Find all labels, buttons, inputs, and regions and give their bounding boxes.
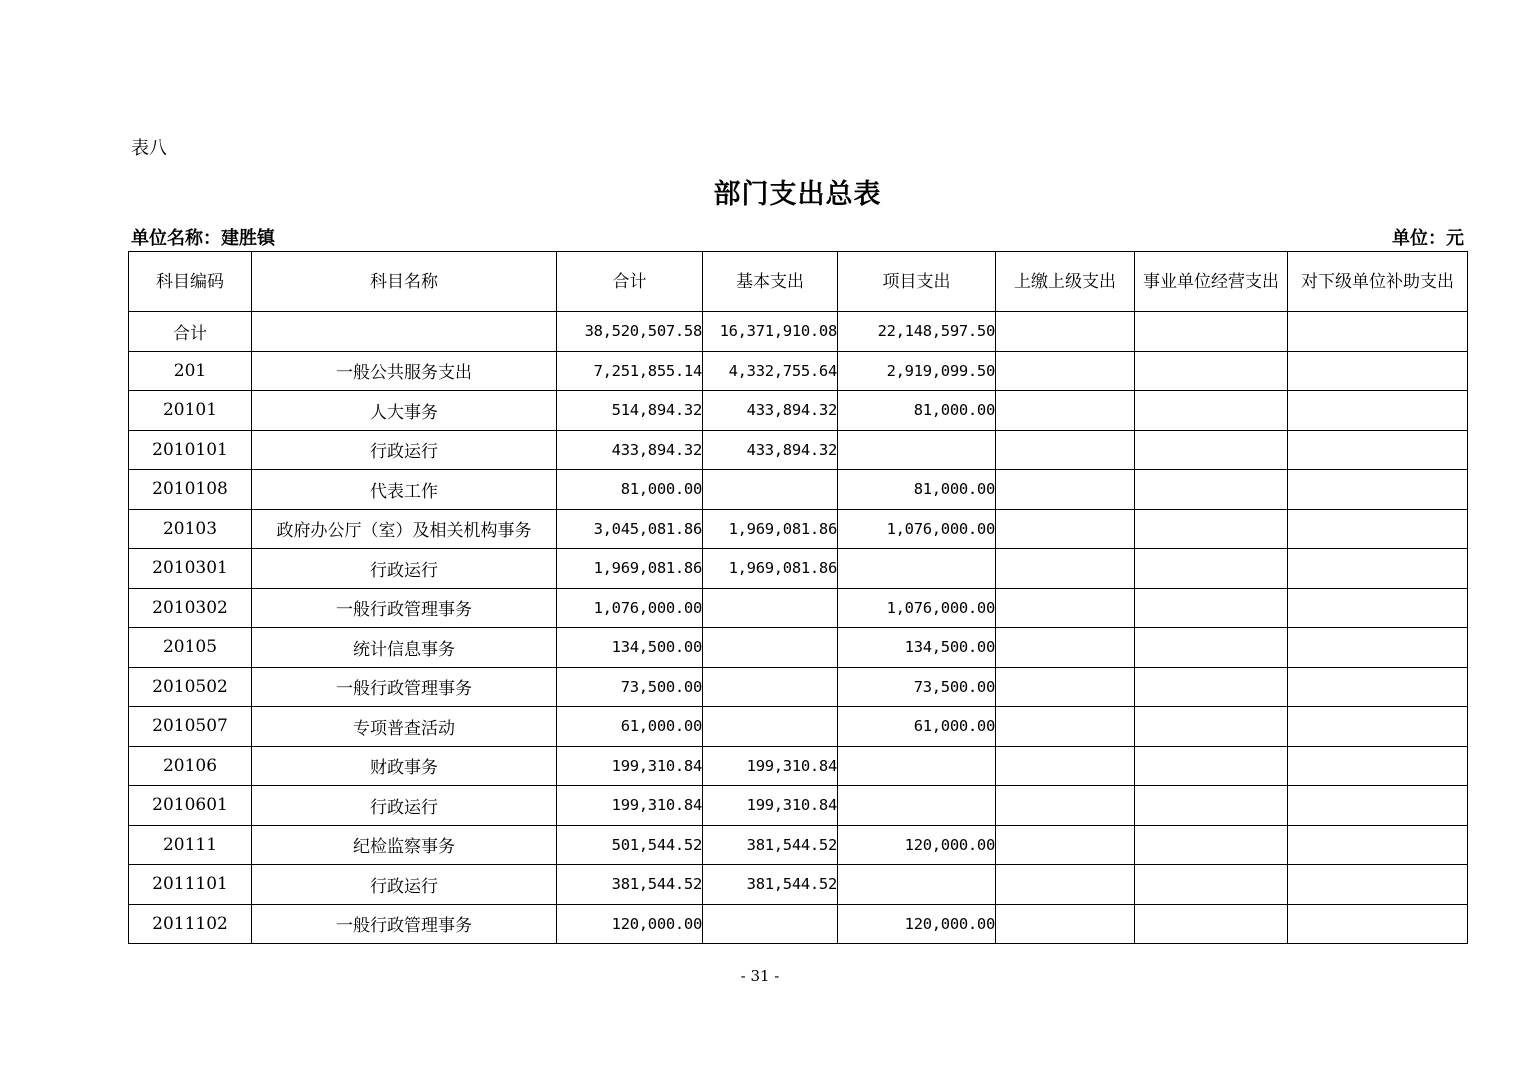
header-cell: 对下级单位补助支出 (1288, 252, 1468, 312)
page-title: 部门支出总表 (713, 179, 882, 210)
table-cell: 一般行政管理事务 (252, 588, 557, 628)
header-cell: 上缴上级支出 (996, 252, 1135, 312)
header-cell: 项目支出 (838, 252, 996, 312)
table-cell: 38,520,507.58 (557, 312, 703, 352)
table-row (129, 667, 1468, 707)
currency-unit: 单位：元 (1392, 228, 1464, 249)
table-cell: 1,076,000.00 (838, 509, 996, 549)
table-cell (996, 391, 1135, 431)
table-cell (1135, 351, 1288, 391)
table-cell (1135, 588, 1288, 628)
table-cell (996, 470, 1135, 510)
table-cell: 专项普查活动 (252, 707, 557, 747)
table-cell (996, 549, 1135, 589)
table-cell: 2010502 (129, 667, 252, 707)
header-cell: 基本支出 (703, 252, 838, 312)
table-row (129, 509, 1468, 549)
table-cell (1135, 628, 1288, 668)
table-row (129, 430, 1468, 470)
table-cell: 134,500.00 (838, 628, 996, 668)
page-number: - 31 - (740, 967, 780, 985)
header-cell: 事业单位经营支出 (1135, 252, 1288, 312)
table-cell (996, 707, 1135, 747)
table-cell (838, 865, 996, 905)
table-cell: 134,500.00 (557, 628, 703, 668)
table-cell: 433,894.32 (557, 430, 703, 470)
table-cell (1288, 825, 1468, 865)
table-cell (838, 786, 996, 826)
table-cell: 财政事务 (252, 746, 557, 786)
table-cell: 纪检监察事务 (252, 825, 557, 865)
table-row (129, 351, 1468, 391)
table-cell (996, 351, 1135, 391)
table-cell: 73,500.00 (557, 667, 703, 707)
table-cell (996, 786, 1135, 826)
table-row (129, 312, 1468, 352)
table-cell: 433,894.32 (703, 430, 838, 470)
table-cell: 381,544.52 (703, 825, 838, 865)
table-cell: 61,000.00 (838, 707, 996, 747)
table-cell (838, 549, 996, 589)
table-cell (996, 628, 1135, 668)
table-cell (1288, 707, 1468, 747)
table-cell (703, 667, 838, 707)
table-cell: 81,000.00 (838, 391, 996, 431)
table-cell: 22,148,597.50 (838, 312, 996, 352)
table-cell: 行政运行 (252, 430, 557, 470)
table-cell: 501,544.52 (557, 825, 703, 865)
table-cell: 201 (129, 351, 252, 391)
table-cell: 政府办公厅（室）及相关机构事务 (252, 509, 557, 549)
table-cell: 120,000.00 (838, 904, 996, 944)
table-cell: 2011101 (129, 865, 252, 905)
table-cell (703, 470, 838, 510)
table-cell: 20111 (129, 825, 252, 865)
table-row (129, 707, 1468, 747)
table-row (129, 391, 1468, 431)
table-row (129, 865, 1468, 905)
table-cell (996, 312, 1135, 352)
table-cell (1135, 549, 1288, 589)
table-row (129, 786, 1468, 826)
table-cell (1288, 904, 1468, 944)
table-cell: 代表工作 (252, 470, 557, 510)
table-cell (1135, 470, 1288, 510)
table-cell (1288, 667, 1468, 707)
table-cell (1288, 391, 1468, 431)
table-row (129, 746, 1468, 786)
table-cell (1288, 351, 1468, 391)
table-cell (703, 707, 838, 747)
table-cell (996, 865, 1135, 905)
table-cell: 20105 (129, 628, 252, 668)
table-cell (1135, 865, 1288, 905)
table-row (129, 588, 1468, 628)
table-cell: 合计 (129, 312, 252, 352)
table-cell: 73,500.00 (838, 667, 996, 707)
table-cell (1288, 865, 1468, 905)
table-cell: 2010302 (129, 588, 252, 628)
table-cell: 433,894.32 (703, 391, 838, 431)
unit-name: 单位名称：建胜镇 (131, 228, 275, 249)
table-cell (1135, 746, 1288, 786)
table-row (129, 549, 1468, 589)
table-label: 表八 (131, 138, 167, 159)
table-cell: 1,076,000.00 (557, 588, 703, 628)
table-cell (838, 746, 996, 786)
table-cell: 81,000.00 (557, 470, 703, 510)
table-cell (1135, 707, 1288, 747)
table-cell: 2010101 (129, 430, 252, 470)
table-cell: 2010507 (129, 707, 252, 747)
table-cell (1135, 430, 1288, 470)
table-cell (996, 746, 1135, 786)
table-cell (1135, 825, 1288, 865)
table-cell (1288, 509, 1468, 549)
table-cell: 行政运行 (252, 865, 557, 905)
table-cell: 20101 (129, 391, 252, 431)
table-cell: 20106 (129, 746, 252, 786)
header-cell: 科目名称 (252, 252, 557, 312)
table-cell: 120,000.00 (838, 825, 996, 865)
table-cell: 199,310.84 (703, 746, 838, 786)
table-row (129, 825, 1468, 865)
table-cell: 381,544.52 (703, 865, 838, 905)
table-header-row (129, 252, 1468, 312)
header-cell: 科目编码 (129, 252, 252, 312)
table-cell: 1,969,081.86 (557, 549, 703, 589)
table-cell: 1,969,081.86 (703, 549, 838, 589)
table-cell: 199,310.84 (557, 786, 703, 826)
table-cell: 3,045,081.86 (557, 509, 703, 549)
table-cell: 514,894.32 (557, 391, 703, 431)
table-cell: 199,310.84 (557, 746, 703, 786)
table-cell (1135, 312, 1288, 352)
table-cell (1135, 509, 1288, 549)
table-cell: 2011102 (129, 904, 252, 944)
table-cell: 一般公共服务支出 (252, 351, 557, 391)
table-cell: 行政运行 (252, 786, 557, 826)
table-cell (996, 667, 1135, 707)
header-cell: 合计 (557, 252, 703, 312)
table-cell (996, 430, 1135, 470)
table-row (129, 904, 1468, 944)
table-body (129, 312, 1468, 944)
table-cell (1288, 746, 1468, 786)
table-cell (1288, 628, 1468, 668)
table-cell: 81,000.00 (838, 470, 996, 510)
table-cell: 2010301 (129, 549, 252, 589)
expenditure-table (128, 251, 1468, 944)
table-cell: 4,332,755.64 (703, 351, 838, 391)
table-cell: 120,000.00 (557, 904, 703, 944)
table-cell: 381,544.52 (557, 865, 703, 905)
table-cell (1288, 549, 1468, 589)
table-cell: 一般行政管理事务 (252, 904, 557, 944)
table-cell: 统计信息事务 (252, 628, 557, 668)
table-cell (1288, 312, 1468, 352)
table-cell: 20103 (129, 509, 252, 549)
table-cell (1135, 667, 1288, 707)
table-cell: 2010108 (129, 470, 252, 510)
table-cell: 2010601 (129, 786, 252, 826)
table-cell (703, 588, 838, 628)
table-cell (996, 588, 1135, 628)
table-cell (1288, 588, 1468, 628)
table-cell (703, 904, 838, 944)
table-cell: 199,310.84 (703, 786, 838, 826)
table-cell: 1,969,081.86 (703, 509, 838, 549)
table-cell (1288, 430, 1468, 470)
table-cell (1135, 391, 1288, 431)
table-cell: 1,076,000.00 (838, 588, 996, 628)
table-cell (703, 628, 838, 668)
table-row (129, 628, 1468, 668)
table-cell (838, 430, 996, 470)
table-cell: 行政运行 (252, 549, 557, 589)
table-cell (996, 509, 1135, 549)
table-cell (1135, 904, 1288, 944)
table-cell (996, 825, 1135, 865)
table-cell (252, 312, 557, 352)
table-cell: 7,251,855.14 (557, 351, 703, 391)
table-cell (1135, 786, 1288, 826)
table-cell: 2,919,099.50 (838, 351, 996, 391)
table-cell (1288, 470, 1468, 510)
table-cell (1288, 786, 1468, 826)
table-cell: 人大事务 (252, 391, 557, 431)
table-cell: 一般行政管理事务 (252, 667, 557, 707)
table-cell (996, 904, 1135, 944)
table-cell: 16,371,910.08 (703, 312, 838, 352)
table-row (129, 470, 1468, 510)
table-cell: 61,000.00 (557, 707, 703, 747)
